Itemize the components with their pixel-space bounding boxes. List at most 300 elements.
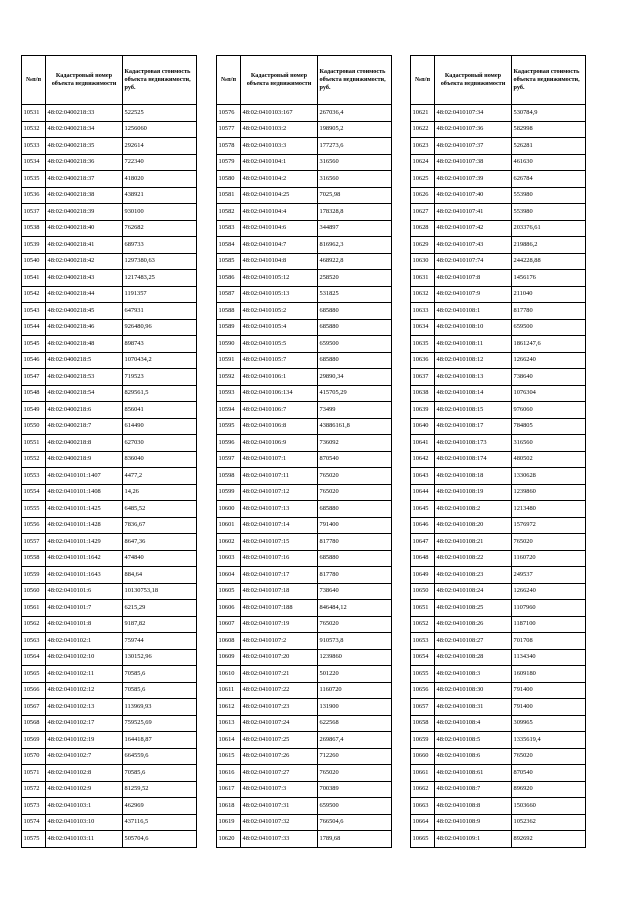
cell-cadastral-value: 1052362 [512, 814, 586, 831]
header-number: №п/п [411, 56, 435, 105]
table-row [22, 270, 197, 287]
cell-cadastral-value: 685880 [318, 352, 392, 369]
cell-number: 10568 [22, 715, 46, 732]
cell-cadastral-number: 48:02:0400218:39 [46, 204, 123, 221]
cell-cadastral-value: 1134340 [512, 649, 586, 666]
cell-number: 10637 [411, 369, 435, 386]
cell-number: 10650 [411, 583, 435, 600]
cell-cadastral-value: 765020 [318, 468, 392, 485]
cell-number: 10573 [22, 798, 46, 815]
cell-cadastral-number: 48:02:0410108:17 [435, 418, 512, 435]
cell-cadastral-value: 7025,98 [318, 187, 392, 204]
table-row [22, 336, 197, 353]
table-row [411, 204, 586, 221]
cell-cadastral-value: 836040 [123, 451, 197, 468]
table-row [411, 814, 586, 831]
cell-number: 10577 [217, 121, 241, 138]
cell-cadastral-value: 1239860 [512, 484, 586, 501]
cell-cadastral-value: 309965 [512, 715, 586, 732]
table-row [217, 105, 392, 122]
table-row [217, 501, 392, 518]
table-row [217, 270, 392, 287]
table-row [22, 748, 197, 765]
cell-number: 10595 [217, 418, 241, 435]
cell-cadastral-number: 48:02:0400218:8 [46, 435, 123, 452]
cell-number: 10563 [22, 633, 46, 650]
cell-number: 10557 [22, 534, 46, 551]
table-body [411, 105, 586, 848]
cell-cadastral-number: 48:02:0410106:134 [241, 385, 318, 402]
cell-cadastral-number: 48:02:0410106:1 [241, 369, 318, 386]
cell-cadastral-value: 759744 [123, 633, 197, 650]
table-row [411, 666, 586, 683]
cell-number: 10652 [411, 616, 435, 633]
cell-number: 10656 [411, 682, 435, 699]
cell-cadastral-value: 1503660 [512, 798, 586, 815]
table-row [217, 633, 392, 650]
cell-cadastral-number: 48:02:0410108:24 [435, 583, 512, 600]
cell-cadastral-value: 316560 [318, 171, 392, 188]
cell-cadastral-value: 526281 [512, 138, 586, 155]
cell-number: 10624 [411, 154, 435, 171]
table-row [411, 352, 586, 369]
cell-cadastral-number: 48:02:0410101:1407 [46, 468, 123, 485]
cell-number: 10649 [411, 567, 435, 584]
cell-number: 10580 [217, 171, 241, 188]
cell-cadastral-number: 48:02:0410107:23 [241, 699, 318, 716]
table-row [22, 732, 197, 749]
cell-number: 10627 [411, 204, 435, 221]
cell-number: 10630 [411, 253, 435, 270]
table-row [217, 798, 392, 815]
cell-cadastral-number: 48:02:0410105:2 [241, 303, 318, 320]
cell-cadastral-number: 48:02:0410108:30 [435, 682, 512, 699]
cell-number: 10583 [217, 220, 241, 237]
table-row [411, 336, 586, 353]
table-row [217, 286, 392, 303]
cell-number: 10550 [22, 418, 46, 435]
cell-cadastral-number: 48:02:0410103:10 [46, 814, 123, 831]
cell-number: 10574 [22, 814, 46, 831]
cell-cadastral-value: 1609180 [512, 666, 586, 683]
cell-cadastral-value: 647931 [123, 303, 197, 320]
cell-number: 10647 [411, 534, 435, 551]
table-row [411, 105, 586, 122]
table-row [217, 171, 392, 188]
cell-cadastral-value: 130152,96 [123, 649, 197, 666]
cell-cadastral-number: 48:02:0410102:9 [46, 781, 123, 798]
table-row [217, 253, 392, 270]
cell-cadastral-number: 48:02:0410108:25 [435, 600, 512, 617]
cell-cadastral-number: 48:02:0410102:19 [46, 732, 123, 749]
cell-cadastral-value: 29890,34 [318, 369, 392, 386]
cell-cadastral-value: 418020 [123, 171, 197, 188]
table-row [217, 385, 392, 402]
cell-number: 10571 [22, 765, 46, 782]
table-row [217, 748, 392, 765]
cell-cadastral-number: 48:02:0410108:21 [435, 534, 512, 551]
cell-cadastral-value: 1191357 [123, 286, 197, 303]
cell-cadastral-number: 48:02:0410106:7 [241, 402, 318, 419]
cell-number: 10532 [22, 121, 46, 138]
cell-cadastral-number: 48:02:0410101:1643 [46, 567, 123, 584]
cell-cadastral-value: 1266240 [512, 583, 586, 600]
table-row [217, 369, 392, 386]
table-row [22, 253, 197, 270]
cell-cadastral-value: 553980 [512, 187, 586, 204]
cell-cadastral-value: 1187100 [512, 616, 586, 633]
table-row [217, 484, 392, 501]
table-row [411, 517, 586, 534]
cell-cadastral-value: 244228,88 [512, 253, 586, 270]
table-row [411, 633, 586, 650]
cell-number: 10534 [22, 154, 46, 171]
cell-cadastral-value: 766504,6 [318, 814, 392, 831]
table-row [217, 418, 392, 435]
cell-number: 10590 [217, 336, 241, 353]
cell-cadastral-value: 198905,2 [318, 121, 392, 138]
cell-cadastral-number: 48:02:0410101:1428 [46, 517, 123, 534]
cell-cadastral-number: 48:02:0400218:9 [46, 451, 123, 468]
cell-number: 10585 [217, 253, 241, 270]
cell-cadastral-number: 48:02:0410101:1425 [46, 501, 123, 518]
cell-cadastral-value: 689733 [123, 237, 197, 254]
cell-number: 10544 [22, 319, 46, 336]
cell-cadastral-number: 48:02:0400218:7 [46, 418, 123, 435]
table-row [22, 369, 197, 386]
cell-cadastral-value: 1330628 [512, 468, 586, 485]
cell-cadastral-value: 8647,36 [123, 534, 197, 551]
cell-cadastral-value: 4477,2 [123, 468, 197, 485]
cell-cadastral-value: 870540 [318, 451, 392, 468]
table-row [411, 303, 586, 320]
cell-number: 10535 [22, 171, 46, 188]
table-row [217, 336, 392, 353]
cell-cadastral-number: 48:02:0410108:14 [435, 385, 512, 402]
cell-cadastral-value: 817780 [512, 303, 586, 320]
table-row [217, 121, 392, 138]
cell-cadastral-number: 48:02:0410107:74 [435, 253, 512, 270]
cell-cadastral-number: 48:02:0410104:4 [241, 204, 318, 221]
cell-cadastral-value: 1217483,25 [123, 270, 197, 287]
cell-number: 10612 [217, 699, 241, 716]
cell-cadastral-value: 70585,6 [123, 765, 197, 782]
cell-number: 10582 [217, 204, 241, 221]
cell-cadastral-number: 48:02:0400218:43 [46, 270, 123, 287]
cell-cadastral-number: 48:02:0410102:13 [46, 699, 123, 716]
cell-number: 10575 [22, 831, 46, 848]
table-row [22, 616, 197, 633]
header-cadastral-value: Кадастровая стоимость объекта недвижимости, руб. [123, 56, 197, 105]
cell-cadastral-number: 48:02:0410102:11 [46, 666, 123, 683]
cell-cadastral-number: 48:02:0410107:1 [241, 451, 318, 468]
cell-cadastral-number: 48:02:0400218:37 [46, 171, 123, 188]
table-row [411, 501, 586, 518]
cell-cadastral-value: 267036,4 [318, 105, 392, 122]
table-row [22, 583, 197, 600]
cell-cadastral-value: 1297380,63 [123, 253, 197, 270]
cell-cadastral-number: 48:02:0410108:6 [435, 748, 512, 765]
cell-number: 10594 [217, 402, 241, 419]
cell-cadastral-value: 870540 [512, 765, 586, 782]
cell-cadastral-value: 791400 [512, 699, 586, 716]
cell-number: 10621 [411, 105, 435, 122]
cell-number: 10618 [217, 798, 241, 815]
cell-cadastral-number: 48:02:0410107:2 [241, 633, 318, 650]
cell-number: 10581 [217, 187, 241, 204]
header-cadastral-number: Кадастровый номер объекта недвижимости [46, 56, 123, 105]
table-row [217, 154, 392, 171]
table-row [411, 121, 586, 138]
cell-cadastral-number: 48:02:0410104:1 [241, 154, 318, 171]
cell-cadastral-value: 531825 [318, 286, 392, 303]
cell-cadastral-value: 791400 [512, 682, 586, 699]
cell-number: 10602 [217, 534, 241, 551]
cell-cadastral-number: 48:02:0400218:6 [46, 402, 123, 419]
cell-cadastral-value: 829561,5 [123, 385, 197, 402]
table-row [217, 352, 392, 369]
cell-number: 10556 [22, 517, 46, 534]
cell-number: 10609 [217, 649, 241, 666]
cell-number: 10644 [411, 484, 435, 501]
cell-cadastral-number: 48:02:0410105:13 [241, 286, 318, 303]
cell-cadastral-value: 685880 [318, 303, 392, 320]
cell-number: 10629 [411, 237, 435, 254]
cell-cadastral-number: 48:02:0410107:39 [435, 171, 512, 188]
table-row [22, 798, 197, 815]
cell-cadastral-value: 817780 [318, 534, 392, 551]
cell-number: 10622 [411, 121, 435, 138]
cell-number: 10613 [217, 715, 241, 732]
cell-cadastral-value: 722340 [123, 154, 197, 171]
table-row [22, 567, 197, 584]
cell-cadastral-value: 1107960 [512, 600, 586, 617]
cell-cadastral-number: 48:02:0410102:1 [46, 633, 123, 650]
cell-number: 10548 [22, 385, 46, 402]
cell-number: 10631 [411, 270, 435, 287]
table-row [217, 451, 392, 468]
cell-cadastral-number: 48:02:0410109:1 [435, 831, 512, 848]
cell-cadastral-value: 437116,5 [123, 814, 197, 831]
table-row [22, 517, 197, 534]
table-row [22, 385, 197, 402]
table-row [411, 831, 586, 848]
cell-cadastral-number: 48:02:0410107:41 [435, 204, 512, 221]
table-row [411, 616, 586, 633]
cell-number: 10599 [217, 484, 241, 501]
cell-number: 10555 [22, 501, 46, 518]
cell-number: 10549 [22, 402, 46, 419]
table-row [217, 550, 392, 567]
cell-cadastral-value: 930100 [123, 204, 197, 221]
cell-cadastral-number: 48:02:0410107:37 [435, 138, 512, 155]
cell-cadastral-value: 468922,8 [318, 253, 392, 270]
cell-cadastral-number: 48:02:0410107:27 [241, 765, 318, 782]
cell-cadastral-value: 10130753,18 [123, 583, 197, 600]
cell-number: 10641 [411, 435, 435, 452]
cell-cadastral-value: 738640 [318, 583, 392, 600]
header-number: №п/п [217, 56, 241, 105]
cell-cadastral-value: 7836,67 [123, 517, 197, 534]
cell-number: 10545 [22, 336, 46, 353]
table-row [22, 550, 197, 567]
table-row [411, 369, 586, 386]
cell-number: 10589 [217, 319, 241, 336]
cell-cadastral-number: 48:02:0410107:42 [435, 220, 512, 237]
cell-number: 10606 [217, 600, 241, 617]
cell-number: 10559 [22, 567, 46, 584]
cell-cadastral-value: 1076304 [512, 385, 586, 402]
table-row [411, 385, 586, 402]
cell-number: 10648 [411, 550, 435, 567]
cell-cadastral-number: 48:02:0410107:22 [241, 682, 318, 699]
table-row [22, 649, 197, 666]
table-row [411, 567, 586, 584]
table-row [411, 765, 586, 782]
cell-cadastral-value: 856041 [123, 402, 197, 419]
cell-number: 10625 [411, 171, 435, 188]
table-row [22, 303, 197, 320]
cell-cadastral-number: 48:02:0410102:12 [46, 682, 123, 699]
cell-number: 10543 [22, 303, 46, 320]
cell-cadastral-value: 1266240 [512, 352, 586, 369]
table-row [217, 435, 392, 452]
cell-cadastral-value: 701708 [512, 633, 586, 650]
cell-cadastral-number: 48:02:0410107:34 [435, 105, 512, 122]
table-row [411, 732, 586, 749]
table-row [22, 286, 197, 303]
cell-number: 10633 [411, 303, 435, 320]
table-row [411, 649, 586, 666]
cell-cadastral-number: 48:02:0400218:40 [46, 220, 123, 237]
table-row [22, 451, 197, 468]
cell-cadastral-number: 48:02:0410108:23 [435, 567, 512, 584]
table-row [22, 781, 197, 798]
table-row [411, 138, 586, 155]
cell-number: 10542 [22, 286, 46, 303]
cell-number: 10531 [22, 105, 46, 122]
cell-number: 10569 [22, 732, 46, 749]
cell-cadastral-number: 48:02:0410103:167 [241, 105, 318, 122]
cell-number: 10567 [22, 699, 46, 716]
cell-number: 10604 [217, 567, 241, 584]
cell-number: 10635 [411, 336, 435, 353]
cell-cadastral-number: 48:02:0410107:9 [435, 286, 512, 303]
cell-cadastral-number: 48:02:0410108:20 [435, 517, 512, 534]
cell-cadastral-number: 48:02:0410107:25 [241, 732, 318, 749]
cell-cadastral-value: 1160720 [318, 682, 392, 699]
cell-cadastral-value: 1335619,4 [512, 732, 586, 749]
cell-cadastral-value: 685880 [318, 319, 392, 336]
cadastral-table-2 [216, 55, 392, 848]
cell-cadastral-number: 48:02:0410103:2 [241, 121, 318, 138]
cell-number: 10553 [22, 468, 46, 485]
cell-cadastral-number: 48:02:0400218:48 [46, 336, 123, 353]
cell-number: 10547 [22, 369, 46, 386]
cell-number: 10564 [22, 649, 46, 666]
cell-number: 10614 [217, 732, 241, 749]
table-row [22, 814, 197, 831]
cell-number: 10597 [217, 451, 241, 468]
cell-cadastral-value: 892692 [512, 831, 586, 848]
cell-cadastral-number: 48:02:0410108:31 [435, 699, 512, 716]
cell-number: 10639 [411, 402, 435, 419]
cell-number: 10586 [217, 270, 241, 287]
cell-cadastral-value: 846484,12 [318, 600, 392, 617]
cell-number: 10536 [22, 187, 46, 204]
cell-cadastral-number: 48:02:0410107:26 [241, 748, 318, 765]
header-cadastral-number: Кадастровый номер объекта недвижимости [241, 56, 318, 105]
cell-cadastral-value: 627030 [123, 435, 197, 452]
cell-number: 10541 [22, 270, 46, 287]
cell-cadastral-value: 6215,29 [123, 600, 197, 617]
cell-cadastral-value: 505704,6 [123, 831, 197, 848]
table-row [217, 600, 392, 617]
cell-cadastral-number: 48:02:0410107:188 [241, 600, 318, 617]
cell-cadastral-value: 976060 [512, 402, 586, 419]
cell-cadastral-number: 48:02:0400218:33 [46, 105, 123, 122]
cell-number: 10587 [217, 286, 241, 303]
table-row [411, 237, 586, 254]
cell-number: 10651 [411, 600, 435, 617]
cell-number: 10634 [411, 319, 435, 336]
cell-number: 10538 [22, 220, 46, 237]
table-row [411, 435, 586, 452]
table-row [22, 402, 197, 419]
cell-number: 10566 [22, 682, 46, 699]
cell-cadastral-number: 48:02:0400218:44 [46, 286, 123, 303]
cell-cadastral-value: 438921 [123, 187, 197, 204]
cadastral-table-3 [410, 55, 586, 848]
cell-number: 10593 [217, 385, 241, 402]
cell-cadastral-number: 48:02:0410108:2 [435, 501, 512, 518]
cell-number: 10615 [217, 748, 241, 765]
cell-cadastral-value: 898743 [123, 336, 197, 353]
cell-number: 10558 [22, 550, 46, 567]
table-header-row [411, 56, 586, 105]
cell-cadastral-value: 1070434,2 [123, 352, 197, 369]
cell-cadastral-number: 48:02:0410107:12 [241, 484, 318, 501]
table-row [217, 220, 392, 237]
cell-cadastral-number: 48:02:0410107:24 [241, 715, 318, 732]
cell-number: 10642 [411, 451, 435, 468]
cell-number: 10655 [411, 666, 435, 683]
cell-number: 10638 [411, 385, 435, 402]
cell-cadastral-number: 48:02:0410107:17 [241, 567, 318, 584]
cell-cadastral-number: 48:02:0410108:13 [435, 369, 512, 386]
cell-cadastral-number: 48:02:0410108:1 [435, 303, 512, 320]
table-row [22, 121, 197, 138]
cell-cadastral-number: 48:02:0410101:1429 [46, 534, 123, 551]
cell-cadastral-value: 1576972 [512, 517, 586, 534]
cell-cadastral-value: 926480,96 [123, 319, 197, 336]
cell-cadastral-value: 1239860 [318, 649, 392, 666]
cell-cadastral-value: 1456176 [512, 270, 586, 287]
table-row [411, 154, 586, 171]
cell-cadastral-value: 43886161,8 [318, 418, 392, 435]
cell-cadastral-value: 659500 [318, 336, 392, 353]
cell-number: 10565 [22, 666, 46, 683]
cell-cadastral-number: 48:02:0410107:19 [241, 616, 318, 633]
cell-cadastral-value: 816962,3 [318, 237, 392, 254]
cell-cadastral-value: 664559,6 [123, 748, 197, 765]
cell-cadastral-value: 762682 [123, 220, 197, 237]
cell-number: 10603 [217, 550, 241, 567]
cell-cadastral-value: 1160720 [512, 550, 586, 567]
cell-number: 10658 [411, 715, 435, 732]
cell-number: 10539 [22, 237, 46, 254]
cell-cadastral-value: 344897 [318, 220, 392, 237]
